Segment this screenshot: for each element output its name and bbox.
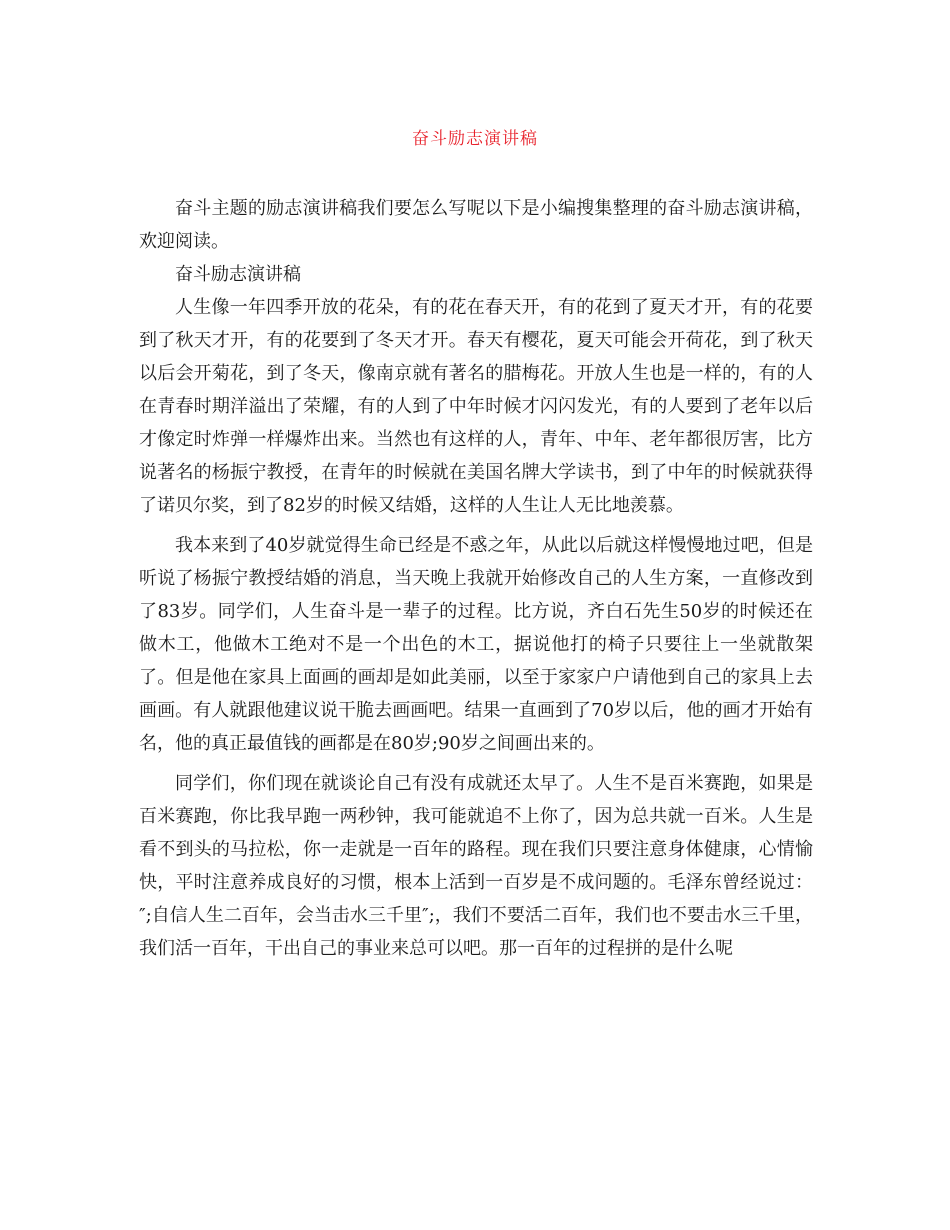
document-body (139, 192, 813, 965)
document-title: 奋斗励志演讲稿 (412, 129, 538, 149)
paragraph-intro: 奋斗主题的励志演讲稿我们要怎么写呢以下是小编搜集整理的奋斗励志演讲稿，欢迎阅读。 (139, 198, 813, 252)
paragraph-marathon: 同学们，你们现在就谈论自己有没有成就还太早了。人生不是百米赛跑，如果是百米赛跑，你比我早跑一两秒钟，我可能就追不上你了，因为总共就一百米。人生是看不到头的马拉松，你一走就是一百年的路程。现在我们只要注意身体健康，心情愉快，平时注意养成良好的习惯，根本上活到一百岁是不成问题的。毛泽东曾经说过：″;自信人生二百年，会当击水三千里″;，我们不要活二百年，我们也不要击水三千里，我们活一百年，干出自己的事业来总可以吧。那一百年的过程拼的是什么呢 (139, 773, 813, 959)
paragraph-subtitle: 奋斗励志演讲稿 (175, 264, 301, 285)
paragraph-age-40: 我本来到了40岁就觉得生命已经是不惑之年，从此以后就这样慢慢地过吧，但是听说了杨振宁教授结婚的消息，当天晚上我就开始修改自己的人生方案，一直修改到了83岁。同学们，人生奋斗是一辈子的过程。比方说，齐白石先生50岁的时候还在做木工，他做木工绝对不是一个出色的木工，据说他打的椅子只要往上一坐就散架了。但是他在家具上面画的画却是如此美丽，以至于家家户户请他到自己的家具上去画画。有人就跟他建议说干脆去画画吧。结果一直画到了70岁以后，他的画才开始有名，他的真正最值钱的画都是在80岁;90岁之间画出来的。 (139, 535, 813, 754)
paragraph-seasons: 人生像一年四季开放的花朵，有的花在春天开，有的花到了夏天才开，有的花要到了秋天才开，有的花要到了冬天才开。春天有樱花，夏天可能会开荷花，到了秋天以后会开菊花，到了冬天，像南京就有著名的腊梅花。开放人生也是一样的，有的人在青春时期洋溢出了荣耀，有的人到了中年时候才闪闪发光，有的人要到了老年以后才像定时炸弹一样爆炸出来。当然也有这样的人，青年、中年、老年都很厉害，比方说著名的杨振宁教授，在青年的时候就在美国名牌大学读书，到了中年的时候就获得了诺贝尔奖，到了82岁的时候又结婚，这样的人生让人无比地羡慕。 (139, 297, 813, 516)
